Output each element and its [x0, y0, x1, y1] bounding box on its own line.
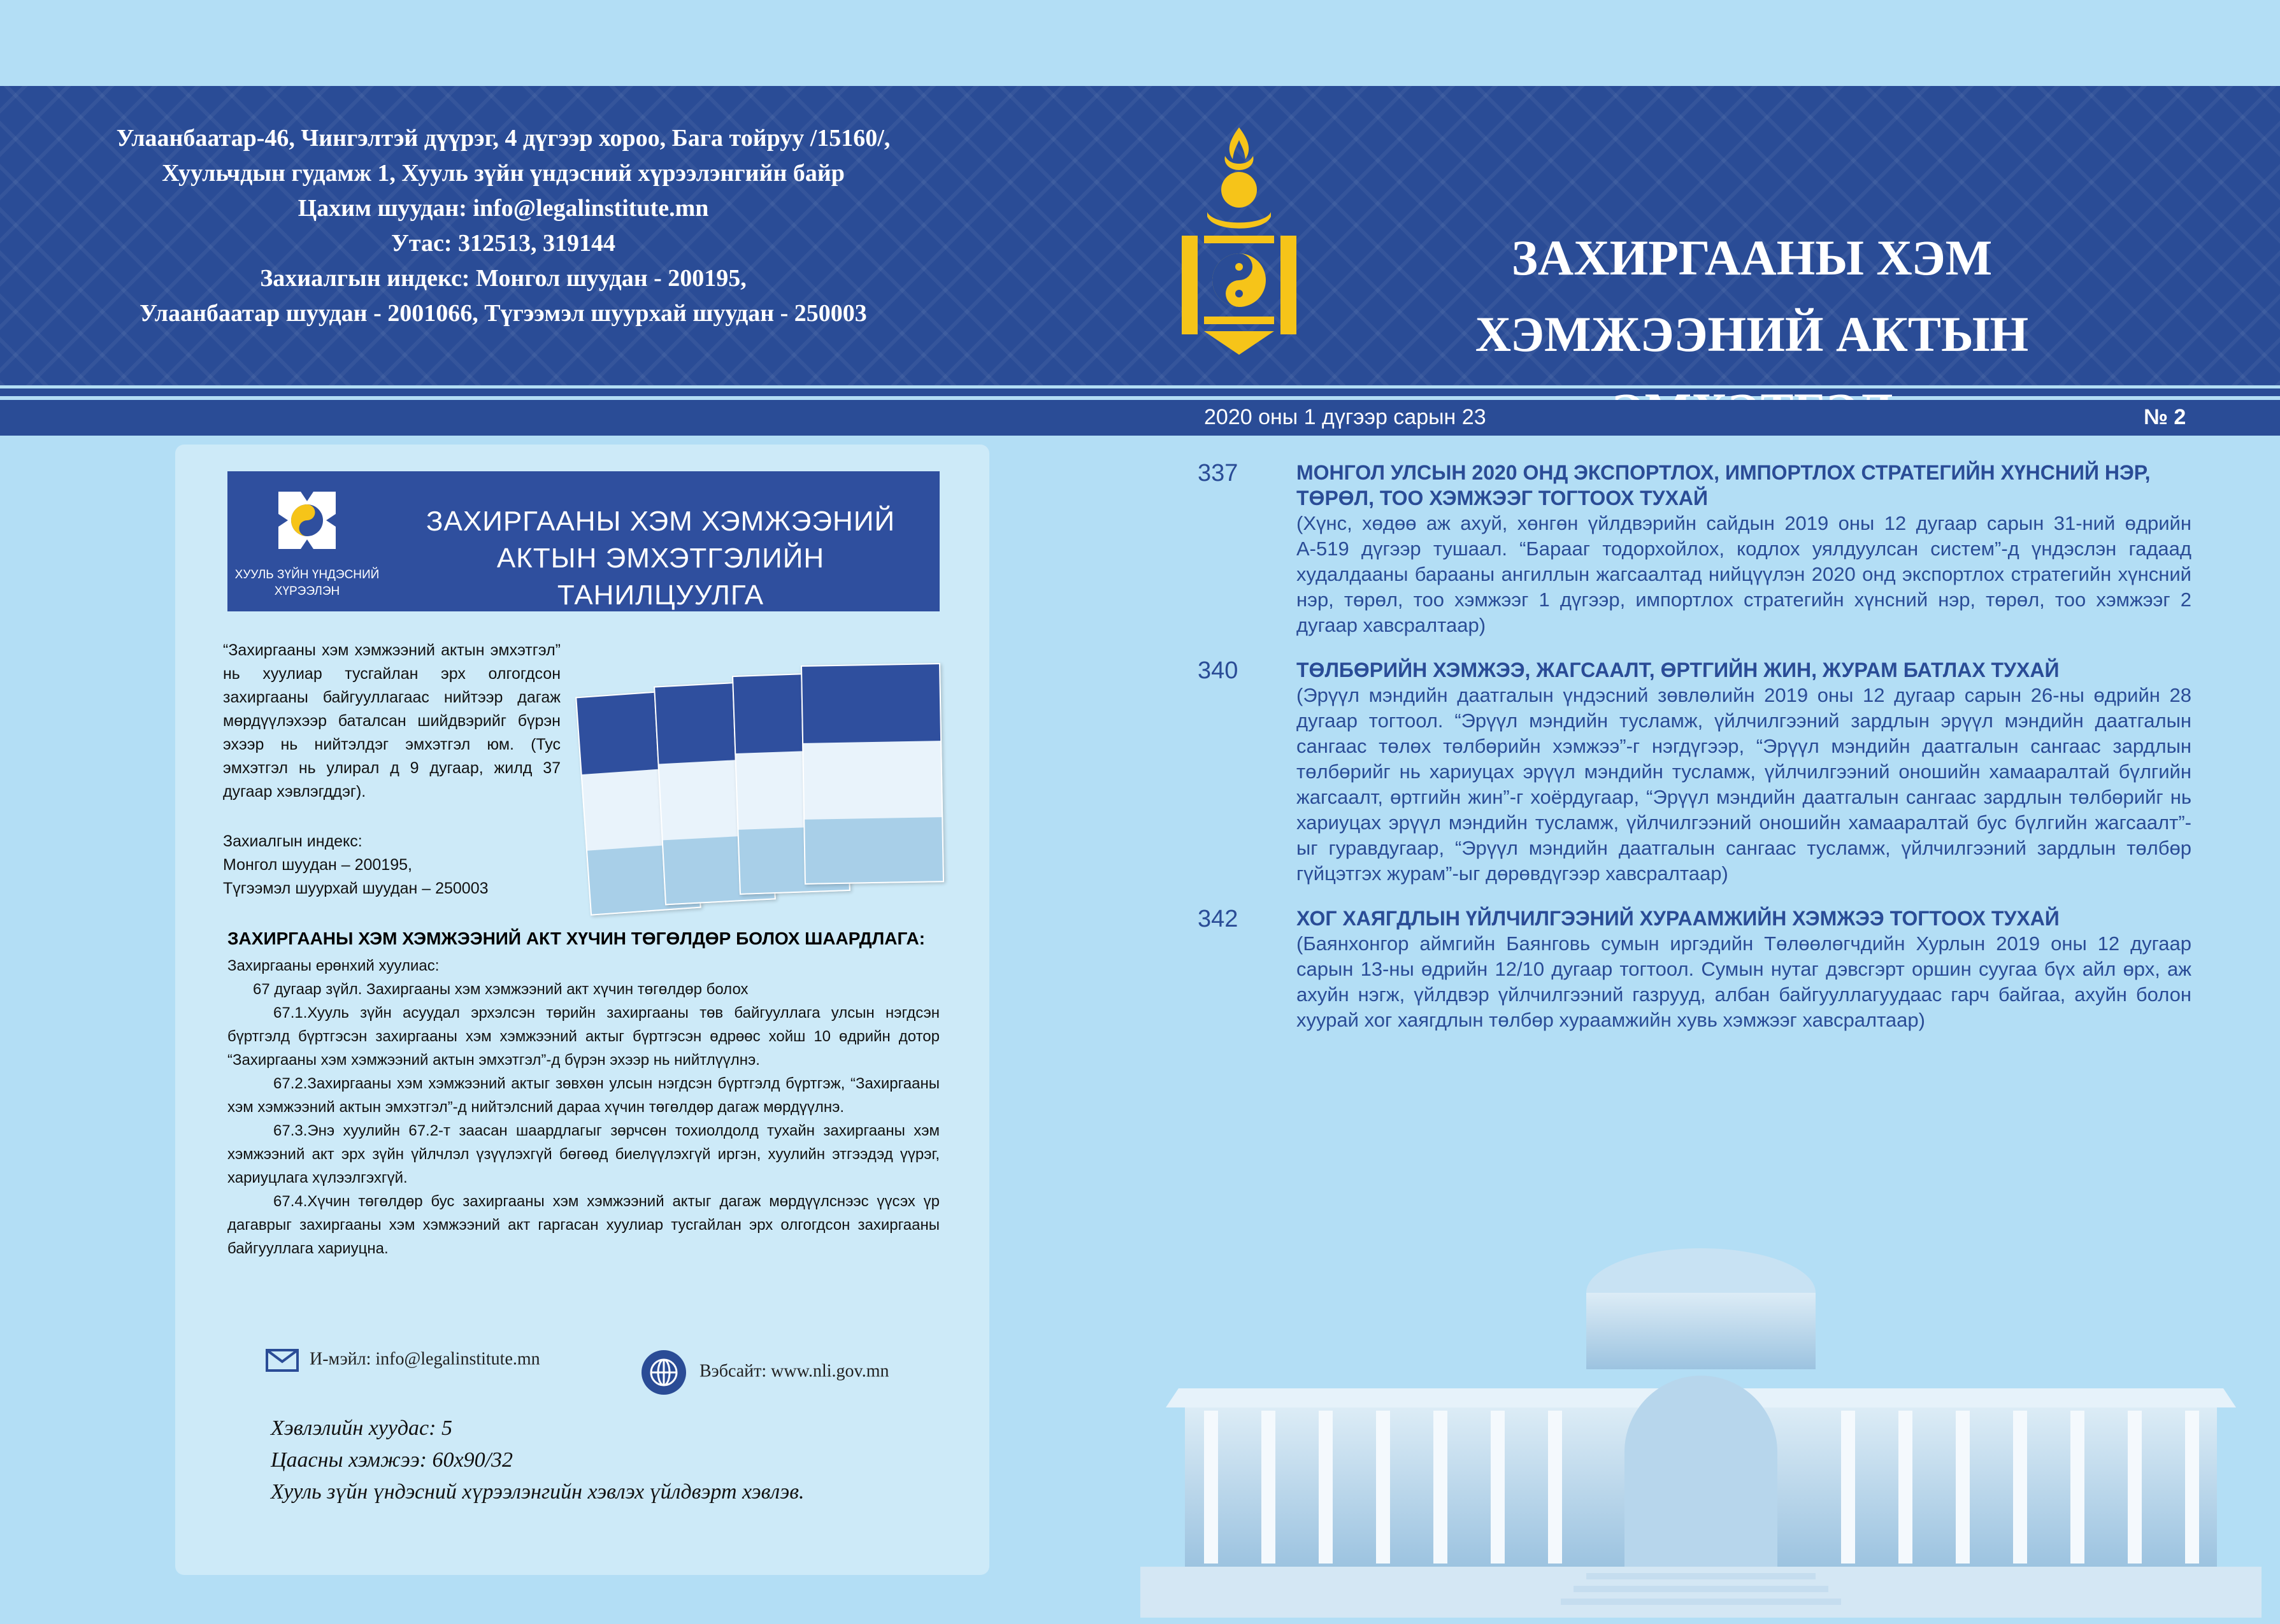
magazine-stack-image — [583, 655, 940, 909]
magazine-cover — [801, 663, 944, 885]
act-description: (Баянхонгор аймгийн Баянговь сумын иргэдийн Төлөөлөгчдийн Хурлын 2019 оны 12 дугаар сарын 13-ны өдрийн 12/10 дугаар тогтоол. Сумын нутаг дэвсгэрт оршин суугаа бүх айл өрх, аж ахуйн нэгж, үйлдвэр үйлчилгээний газрууд, албан байгууллагуудаас гарч байгаа, ахуйн болон хуурай хог хаягдлын төлбөр хураамжийн хувь хэмжээг хавсралтаар) — [1296, 932, 2191, 1031]
info-panel — [175, 445, 989, 1575]
soyombo-emblem-icon — [1175, 124, 1303, 363]
issue-date: 2020 оны 1 дүгээр сарын 23 — [1204, 405, 1486, 429]
title-line: ХЭМЖЭЭНИЙ АКТЫН — [1475, 306, 2029, 362]
page-number: 337 — [1198, 460, 1238, 487]
act-description: (Эрүүл мэндийн даатгалын үндэсний зөвлөлийн 2019 оны 12 дугаар сарын 26-ны өдрийн 28 дугаар тогтоол. “Эрүүл мэндийн тусламж, үйлчилгээний зардлын эрүүл мэндийн даатгалын сангаас төлөх төлбөрийн хэмжээ”-г нэгдүгээр, “Эрүүл мэндийн даатгалын сангаас зардлын төлбөрийг нь хариуцах эрүүл мэндийн тусламж, үйлчилгээний оношийн хамааралтай бүлгийн жагсаалт, өртгийн жин”-г хоёрдугаар, “Эрүүл мэндийн даатгалын сангаас зардлын төлбөрийг нь хариуцах эрүүл мэндийн тусламж, үйлчилгээний оношийн хамааралтай бус бүлгийн жагсаалт”-ыг гуравдугаар, “Эрүүл мэндийн даатгалын сангаас тусламж, үйлчилгээний зардлын төлбөр гүйцэтгэх журам”-ыг дөрөвдүгээр хавсралтаар) — [1296, 684, 2191, 885]
intro-banner — [227, 471, 940, 611]
contact-line: Утас: 312513, 319144 — [391, 230, 616, 257]
law-source: Захиргааны ерөнхий хуулиас: — [227, 957, 440, 974]
print-pages: Хэвлэлийн хуудас: 5 — [271, 1416, 452, 1440]
banner-title-line: АКТЫН ЭМХЭТГЭЛИЙН ТАНИЛЦУУЛГА — [496, 543, 825, 611]
printed-by: Хууль зүйн үндэсний хүрээлэнгийн хэвлэх үйлдвэрт хэвлэв. — [271, 1480, 805, 1504]
requirements-text — [227, 954, 940, 1260]
article-title: 67 дугаар зүйл. Захиргааны хэм хэмжээний акт хүчин төгөлдөр болох — [253, 981, 749, 998]
contact-line: Улаанбаатар шуудан - 2001066, Түгээмэл шуурхай шуудан - 250003 — [140, 300, 867, 327]
publisher-contact — [96, 121, 911, 331]
issue-number: № 2 — [2144, 405, 2186, 429]
list-item — [1198, 906, 2191, 1033]
contact-line: Захиалгын индекс: Монгол шуудан - 200195, — [260, 265, 747, 292]
clause: 67.1.Хууль зүйн асуудал эрхэлсэн төрийн захиргааны төв байгууллага улсын нэгдсэн бүртгэлд бүртгэсэн захиргааны хэм хэмжээний актыг бүртгэсэн өдрөөс хойш 10 өдрийн дотор “Захиргааны хэм хэмжээний актын эмхэтгэл”-д бүрэн эхээр нь нийтлүүлнэ. — [227, 1004, 940, 1069]
act-title: ТӨЛБӨРИЙН ХЭМЖЭЭ, ЖАГСААЛТ, ӨРТГИЙН ЖИН, ЖУРАМ БАТЛАХ ТУХАЙ — [1296, 659, 2060, 681]
intro-text: “Захиргааны хэм хэмжээний актын эмхэтгэл” нь хуулиар тусгайлан эрх олгогдсон захиргааны байгууллагаас нийтээр дагаж мөрдүүлэхээр баталсан шийдвэрийг бүрэн эхээр нь нийтэлдэг эмхэтгэл юм. (Тус эмхэтгэл нь улирал д 9 дугаар, жилд 37 дугаар хэвлэгддэг). — [223, 641, 561, 801]
act-title: ХОГ ХАЯГДЛЫН ҮЙЛЧИЛГЭЭНИЙ ХУРААМЖИЙН ХЭМЖЭЭ ТОГТООХ ТУХАЙ — [1296, 907, 2060, 930]
index-line: Монгол шуудан – 200195, — [223, 856, 412, 874]
act-title: МОНГОЛ УЛСЫН 2020 ОНД ЭКСПОРТЛОХ, ИМПОРТЛОХ СТРАТЕГИЙН ХҮНСНИЙ НЭР, ТӨРӨЛ, ТОО ХЭМЖЭЭГ ТОГТООХ ТУХАЙ — [1296, 461, 2151, 509]
contact-line: Улаанбаатар-46, Чингэлтэй дүүрэг, 4 дүгээр хороо, Бага тойруу /15160/, — [116, 125, 891, 152]
title-line: ЗАХИРГААНЫ ХЭМ — [1511, 230, 1993, 285]
page-number: 342 — [1198, 906, 1238, 932]
paper-size: Цаасны хэмжээ: 60x90/32 — [271, 1448, 513, 1472]
clause: 67.4.Хүчин төгөлдөр бус захиргааны хэм хэмжээний актыг дагаж мөрдүүлснээс үүсэх үр дагаврыг захиргааны хэм хэмжээний акт гаргасан хуулиар тусгайлан эрх олгогдсон захиргааны байгууллага хариуцна. — [227, 1193, 940, 1257]
institute-name — [234, 567, 380, 600]
issue-bar — [0, 400, 2280, 436]
email-contact — [266, 1349, 540, 1372]
contact-line: Цахим шуудан: info@legalinstitute.mn — [298, 195, 709, 222]
institute-name-line: ХҮРЭЭЛЭН — [274, 585, 340, 598]
subscription-index — [223, 830, 605, 901]
index-label: Захиалгын индекс: — [223, 832, 362, 850]
act-description: (Хүнс, хөдөө аж ахуй, хөнгөн үйлдвэрийн сайдын 2019 оны 12 дугаар сарын 31-ний өдрийн А-519 дүгээр тушаал. “Барааг тодорхойлох, кодлох уялдуулсан систем”-д үндэслэн гадаад худалдааны барааны ангиллын жагсаалтад нийцүүлэн 2020 онд экспортлох стратегийн хүнсний нэр, төрөл, тоо хэмжээг 1 дүгээр, импортлох стратегийн хүнсний нэр, төрөл, тоо хэмжээг 2 дугаар хавсралтаар) — [1296, 512, 2191, 636]
globe-icon — [640, 1349, 687, 1396]
website-contact — [640, 1349, 889, 1396]
envelope-icon — [266, 1349, 299, 1372]
institute-logo-icon — [272, 485, 342, 555]
requirements-heading: ЗАХИРГААНЫ ХЭМ ХЭМЖЭЭНИЙ АКТ ХҮЧИН ТӨГӨЛДӨР БОЛОХ ШААРДЛАГА: — [227, 929, 926, 948]
clause: 67.3.Энэ хуулийн 67.2-т заасан шаардлагыг зөрчсөн тохиолдолд тухайн захиргааны хэм хэмжээний акт эрх зүйн үйлчлэл үзүүлэхгүй бөгөөд биелүүлэхгүй иргэн, хуулийн этгээдэд үүрэг, хариуцлага хүлээлгэхгүй. — [227, 1122, 940, 1186]
print-info — [271, 1413, 804, 1508]
clause: 67.2.Захиргааны хэм хэмжээний актыг зөвхөн улсын нэгдсэн бүртгэлд бүртгэж, “Захиргааны хэм хэмжээний актын эмхэтгэл”-д нийтэлсний дараа хүчин төгөлдөр дагаж мөрдүүлнэ. — [227, 1075, 940, 1116]
page-number: 340 — [1198, 657, 1238, 684]
banner-title — [399, 503, 922, 614]
index-line: Түгээмэл шуурхай шуудан – 250003 — [223, 880, 489, 897]
government-palace-image — [1140, 1185, 2262, 1618]
contact-line: Хуульчдын гудамж 1, Хууль зүйн үндэсний хүрээлэнгийн байр — [162, 160, 845, 187]
website-text: Вэбсайт: www.nli.gov.mn — [699, 1361, 889, 1381]
list-item — [1198, 460, 2191, 638]
list-item — [1198, 657, 2191, 887]
email-text: И-мэйл: info@legalinstitute.mn — [310, 1349, 540, 1369]
institute-name-line: ХУУЛЬ ЗҮЙН ҮНДЭСНИЙ — [234, 568, 380, 581]
banner-title-line: ЗАХИРГААНЫ ХЭМ ХЭМЖЭЭНИЙ — [426, 506, 896, 537]
contents-list — [1198, 460, 2191, 1052]
